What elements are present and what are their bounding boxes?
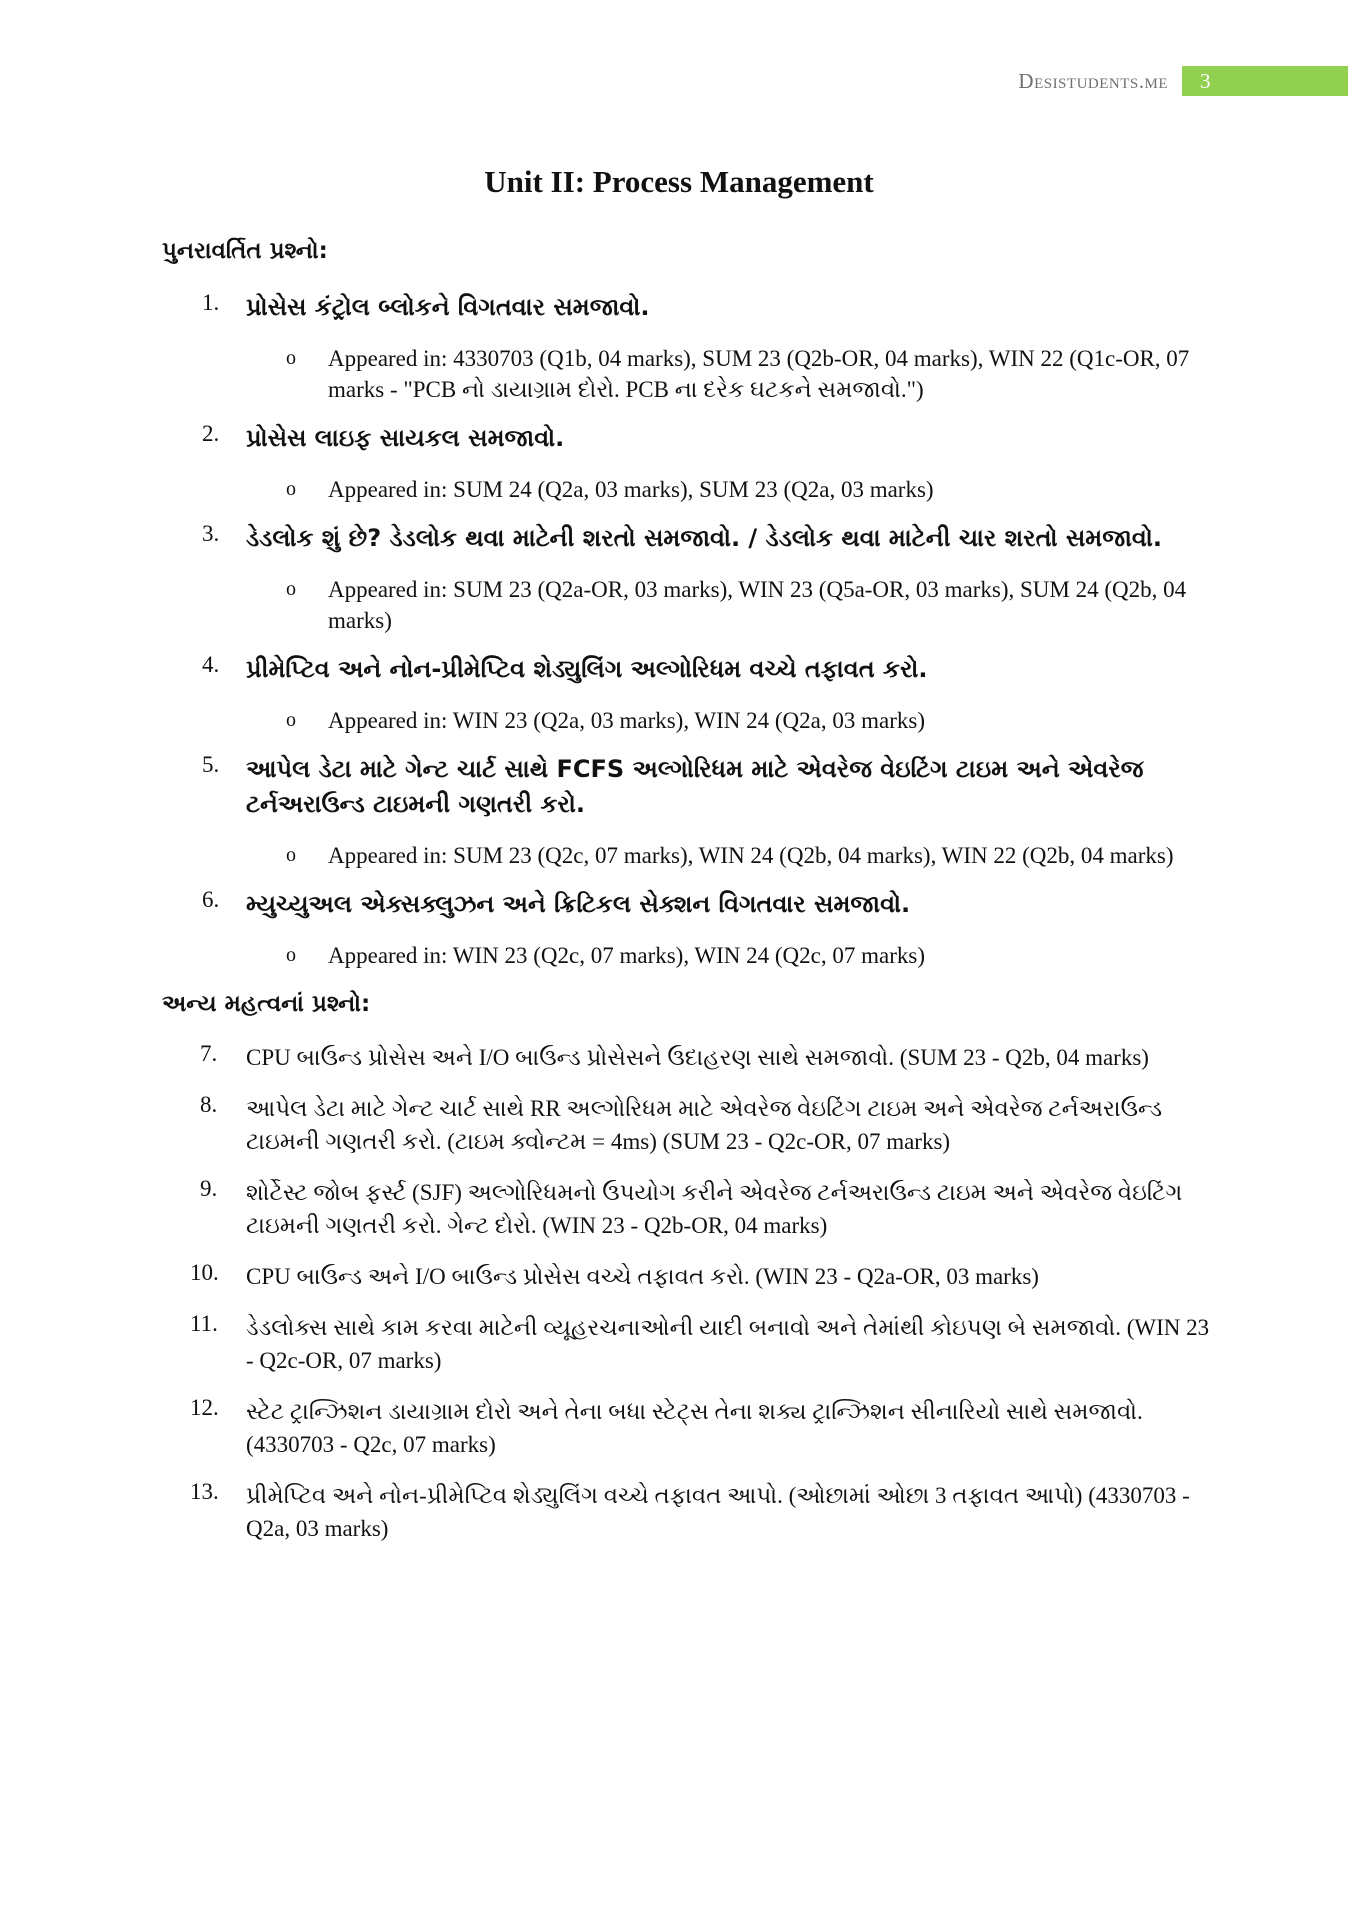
bullet: o [286,478,296,500]
bullet: o [286,709,296,731]
question-text: CPU બાઉન્ડ પ્રોસેસ અને I/O બાઉન્ડ પ્રોસેસને ઉદાહરણ સાથે સમજાવો. (SUM 23 - Q2b, 04 marks) [246,1045,1149,1070]
item-number: 12. [190,1395,219,1420]
item-number: 1. [202,290,220,315]
question-text: ડેડલોક્સ સાથે કામ કરવા માટેની વ્યૂહરચનાઓની યાદી બનાવો અને તેમાંથી કોઇપણ બે સમજાવો. (WIN 23 - Q2c-OR, 07 marks) [246,1315,1210,1373]
bullet: o [286,347,296,369]
question-text: પ્રોસેસ કંટ્રોલ બ્લોકને વિગતવાર સમજાવો. [246,293,650,321]
site-name: Desistudents.me [1018,68,1168,93]
question-text: પ્રીમેપ્ટિવ અને નોન-પ્રીમેપ્ટિવ શેડ્યુલિંગ વચ્ચે તફાવત આપો. (ઓછામાં ઓછા 3 તફાવત આપો) (4330703 - Q2a, 03 marks) [246,1483,1190,1541]
list-item [162,652,1222,687]
bullet: o [286,844,296,866]
question-text: આપેલ ડેટા માટે ગેન્ટ ચાર્ટ સાથે FCFS અલ્ગોરિધમ માટે એવરેજ વેઇટિંગ ટાઇમ અને એવરેજ ટર્નઅરાઉન્ડ ટાઇમની ગણતરી કરો. [246,755,1144,818]
list-item [162,1395,1222,1461]
item-number: 5. [202,752,220,777]
appeared-in [162,840,1222,871]
appeared-text: Appeared in: SUM 23 (Q2c, 07 marks), WIN 24 (Q2b, 04 marks), WIN 22 (Q2b, 04 marks) [328,843,1174,868]
question-text: શોર્ટેસ્ટ જોબ ફર્સ્ટ (SJF) અલ્ગોરિધમનો ઉપયોગ કરીને એવરેજ ટર્નઅરાઉન્ડ ટાઇમ અને એવરેજ વેઇટિંગ ટાઇમની ગણતરી કરો. ગેન્ટ દોરો. (WIN 23 - Q2b-OR, 04 marks) [246,1180,1183,1238]
list-item [162,1311,1222,1377]
list-item [162,1092,1222,1158]
bullet: o [286,578,296,600]
list-item [162,290,1222,325]
appeared-in [162,705,1222,736]
item-number: 13. [190,1479,219,1504]
content [162,238,1222,1545]
list-item [162,521,1222,556]
appeared-text: Appeared in: SUM 23 (Q2a-OR, 03 marks), WIN 23 (Q5a-OR, 03 marks), SUM 24 (Q2b, 04 marks) [328,577,1187,633]
item-number: 3. [202,521,220,546]
question-text: પ્રોસેસ લાઇફ સાયકલ સમજાવો. [246,424,565,452]
appeared-text: Appeared in: SUM 24 (Q2a, 03 marks), SUM 23 (Q2a, 03 marks) [328,477,934,502]
question-text: ડેડલોક શું છે? ડેડલોક થવા માટેની શરતો સમજાવો. / ડેડલોક થવા માટેની ચાર શરતો સમજાવો. [246,524,1162,552]
appeared-in [162,940,1222,971]
list-item [162,752,1222,822]
item-number: 2. [202,421,220,446]
page-number: 3 [1182,66,1348,96]
appeared-in [162,574,1222,636]
list-item [162,887,1222,922]
item-number: 4. [202,652,220,677]
list-item [162,1176,1222,1242]
item-number: 7. [200,1041,218,1066]
list-item [162,1260,1222,1293]
item-number: 8. [200,1092,218,1117]
item-number: 9. [200,1176,218,1201]
appeared-in [162,343,1222,405]
list-item [162,421,1222,456]
page-title: Unit II: Process Management [484,164,874,199]
question-text: આપેલ ડેટા માટે ગેન્ટ ચાર્ટ સાથે RR અલ્ગોરિધમ માટે એવરેજ વેઇટિંગ ટાઇમ અને એવરેજ ટર્નઅરાઉન્ડ ટાઇમની ગણતરી કરો. (ટાઇમ ક્વોન્ટમ = 4ms) (SUM 23 - Q2c-OR, 07 marks) [246,1096,1163,1154]
list-item [162,1479,1222,1545]
page-header [1018,66,1348,96]
question-text: પ્રીમેપ્ટિવ અને નોન-પ્રીમેપ્ટિવ શેડ્યુલિંગ અલ્ગોરિધમ વચ્ચે તફાવત કરો. [246,655,928,683]
item-number: 11. [190,1311,218,1336]
appeared-text: Appeared in: WIN 23 (Q2a, 03 marks), WIN 24 (Q2a, 03 marks) [328,708,925,733]
appeared-in [162,474,1222,505]
item-number: 10. [190,1260,219,1285]
appeared-text: Appeared in: 4330703 (Q1b, 04 marks), SUM 23 (Q2b-OR, 04 marks), WIN 22 (Q1c-OR, 07 marks - "PCB નો ડાયાગ્રામ દોરો. PCB ના દરેક ઘટકને સમજાવો.") [328,346,1190,402]
item-number: 6. [202,887,220,912]
question-text: મ્યુચ્યુઅલ એક્સક્લુઝન અને ક્રિટિકલ સેક્શન વિગતવાર સમજાવો. [246,890,911,918]
section-heading-repeated: પુનરાવર્તિત પ્રશ્નો: [162,238,328,264]
list-item [162,1041,1222,1074]
question-text: સ્ટેટ ટ્રાન્ઝિશન ડાયાગ્રામ દોરો અને તેના બધા સ્ટેટ્સ તેના શક્ય ટ્રાન્ઝિશન સીનારિયો સાથે સમજાવો. (4330703 - Q2c, 07 marks) [246,1399,1143,1457]
section-heading-other: અન્ય મહત્વનાં પ્રશ્નો: [162,991,371,1017]
bullet: o [286,944,296,966]
question-text: CPU બાઉન્ડ અને I/O બાઉન્ડ પ્રોસેસ વચ્ચે તફાવત કરો. (WIN 23 - Q2a-OR, 03 marks) [246,1264,1039,1289]
appeared-text: Appeared in: WIN 23 (Q2c, 07 marks), WIN 24 (Q2c, 07 marks) [328,943,925,968]
